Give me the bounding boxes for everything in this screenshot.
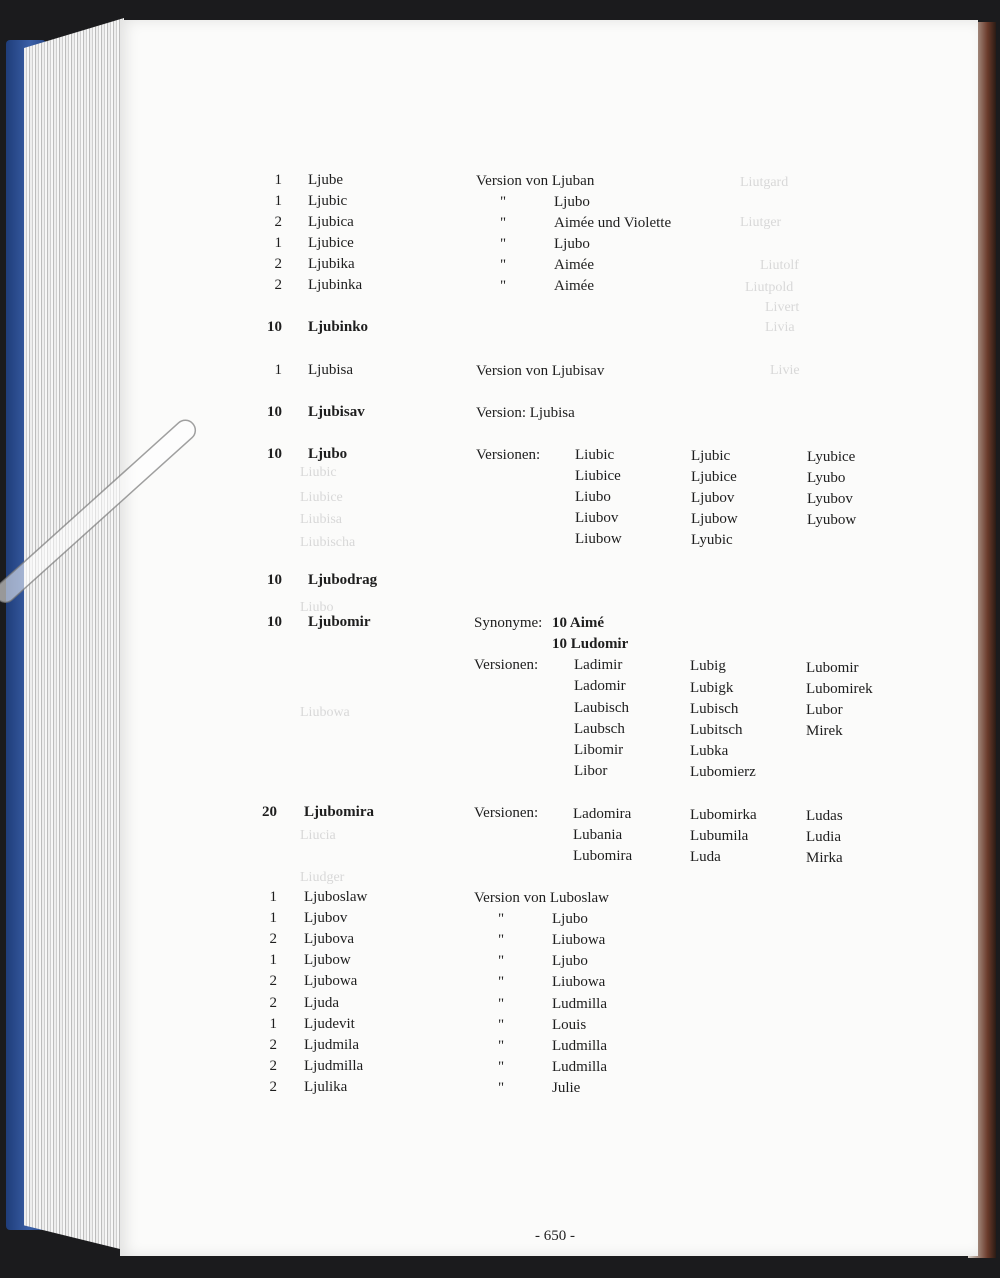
entry-count: 2 [269,1037,277,1053]
entry-reference: Ljubo [552,911,588,927]
entry-count: 20 [262,804,277,820]
entry-reference: Ljubo [554,236,590,252]
entry-count: 10 [267,319,282,335]
entry-relation: " [500,278,507,294]
variant-name: Libomir [574,742,624,758]
entry-name: Ljubowa [304,973,358,989]
variant-name: Laubsch [574,721,625,737]
variant-name: Lubumila [690,828,749,844]
entry-reference: Ludmilla [552,1059,607,1075]
variant-name: Versionen: [474,657,539,673]
variant-name: Lubisch [690,701,739,717]
page-edges [24,18,124,1250]
variant-name: Lubania [573,827,623,843]
variant-name: Ladimir [574,657,623,673]
variant-name: Lubomierz [690,764,756,780]
variant-name: Liubo [575,489,611,505]
entry-count: 1 [269,952,277,968]
variant-name: Liubov [575,510,619,526]
entry-name: Ljubica [308,214,354,230]
entry-name: Ljubisa [308,362,353,378]
entry-name: Ljubo [308,446,348,462]
entry-name: Ljube [308,172,343,188]
entry-count: 1 [274,172,282,188]
entry-count: 10 [267,614,282,630]
entry-reference: Louis [552,1017,587,1033]
entry-count: 10 [267,446,282,462]
entry-count: 2 [269,931,277,947]
entry-reference: Liubowa [552,932,606,948]
variant-name: Lubigk [690,680,734,696]
variant-name: Mirek [806,723,843,739]
entry-relation: Synonyme: [474,615,543,631]
entry-reference: Aimée und Violette [554,215,672,231]
show-through-text: Liutgard Liutger Liutolf Liutpold Livert Livia Livie Liubic Liubice Liubisa Liubischa Liubo Liubowa Liucia Liudger [300,175,800,885]
entry-relation: " [500,194,507,210]
entry-relation: " [498,1038,505,1054]
entry-name: Ljubinko [308,319,369,335]
variant-name: Liubic [575,447,615,463]
entry-relation: " [500,215,507,231]
entry-name: Ljubomir [308,614,371,630]
variant-name: Ludia [806,829,841,845]
entry-count: 2 [269,1079,277,1095]
variant-name: Lubig [690,658,726,674]
entry-count: 10 [267,572,282,588]
variant-name: 10 Ludomir [552,636,629,652]
variant-name: Laubisch [574,700,629,716]
variant-name: Lyubov [807,491,853,507]
variant-name: Lyubic [691,532,733,548]
entry-name: Ljubova [304,931,354,947]
variant-name: Liubow [575,531,622,547]
entry-count: 1 [269,1016,277,1032]
entry-relation: " [498,911,505,927]
entry-count: 2 [274,256,282,272]
variant-name: 10 Aimé [552,615,605,631]
entry-count: 1 [274,362,282,378]
variant-name: Lyubow [807,512,857,528]
entry-name: Ljubomira [304,804,375,820]
variant-name: Lubomirka [690,807,757,823]
entry-relation: Version: Ljubisa [476,405,575,421]
entry-relation: " [498,1017,505,1033]
variant-name: Ludas [806,808,843,824]
variant-name: Lubor [806,702,843,718]
page-number: - 650 - [535,1228,575,1244]
entry-name: Ljudevit [304,1016,355,1032]
variant-name: Lyubo [807,470,846,486]
entry-name: Ljubodrag [308,572,378,588]
entry-relation: " [498,996,505,1012]
entry-reference: Ludmilla [552,1038,607,1054]
entry-name: Ljudmila [304,1037,359,1053]
variant-name: Lubomir [806,660,859,676]
variant-name: Mirka [806,850,843,866]
entry-name: Ljubow [304,952,351,968]
entry-relation: Versionen: [476,447,541,463]
variant-name: Ljubice [691,469,737,485]
entry-relation: " [500,236,507,252]
variant-name: Ladomir [574,678,626,694]
variant-name: Lubitsch [690,722,743,738]
variant-name: Ljubic [691,448,731,464]
variant-name: Ljubow [691,511,738,527]
variant-name: Ljubov [691,490,735,506]
variant-name: Lyubice [807,449,856,465]
entry-count: 2 [269,995,277,1011]
entry-relation: " [498,974,505,990]
entry-reference: Aimée [554,278,594,294]
entry-name: Ljulika [304,1079,348,1095]
variant-name: Ladomira [573,806,632,822]
entry-count: 10 [267,404,282,420]
entry-relation: " [498,1080,505,1096]
entry-relation: Versionen: [474,805,539,821]
entry-reference: Ljubo [554,194,590,210]
entry-count: 1 [274,193,282,209]
entry-relation: " [498,1059,505,1075]
entry-reference: Aimée [554,257,594,273]
variant-name: Luda [690,849,721,865]
entry-name: Ljuda [304,995,339,1011]
entry-count: 2 [274,214,282,230]
entry-relation: Version von Luboslaw [474,890,609,906]
entry-name: Ljubika [308,256,355,272]
entry-name: Ljubov [304,910,348,926]
entry-relation: " [500,257,507,273]
entry-count: 2 [274,277,282,293]
variant-name: Libor [574,763,608,779]
entry-count: 2 [269,1058,277,1074]
entry-name: Ljuboslaw [304,889,368,905]
entry-count: 1 [269,910,277,926]
entry-reference: Ludmilla [552,996,607,1012]
variant-name: Lubomira [573,848,633,864]
entry-name: Ljubisav [308,404,365,420]
entry-relation: " [498,953,505,969]
entry-count: 2 [269,973,277,989]
entry-reference: Julie [552,1080,581,1096]
variant-name: Lubomirek [806,681,873,697]
entry-reference: Ljubo [552,953,588,969]
entry-relation: Version von Ljuban [476,173,595,189]
variant-name: Liubice [575,468,621,484]
entry-count: 1 [274,235,282,251]
entry-relation: " [498,932,505,948]
entry-count: 1 [269,889,277,905]
entry-reference: Liubowa [552,974,606,990]
variant-name: Lubka [690,743,729,759]
entry-name: Ljubic [308,193,348,209]
entry-name: Ljubice [308,235,354,251]
entry-relation: Version von Ljubisav [476,363,605,379]
entry-name: Ljudmilla [304,1058,364,1074]
entry-name: Ljubinka [308,277,363,293]
